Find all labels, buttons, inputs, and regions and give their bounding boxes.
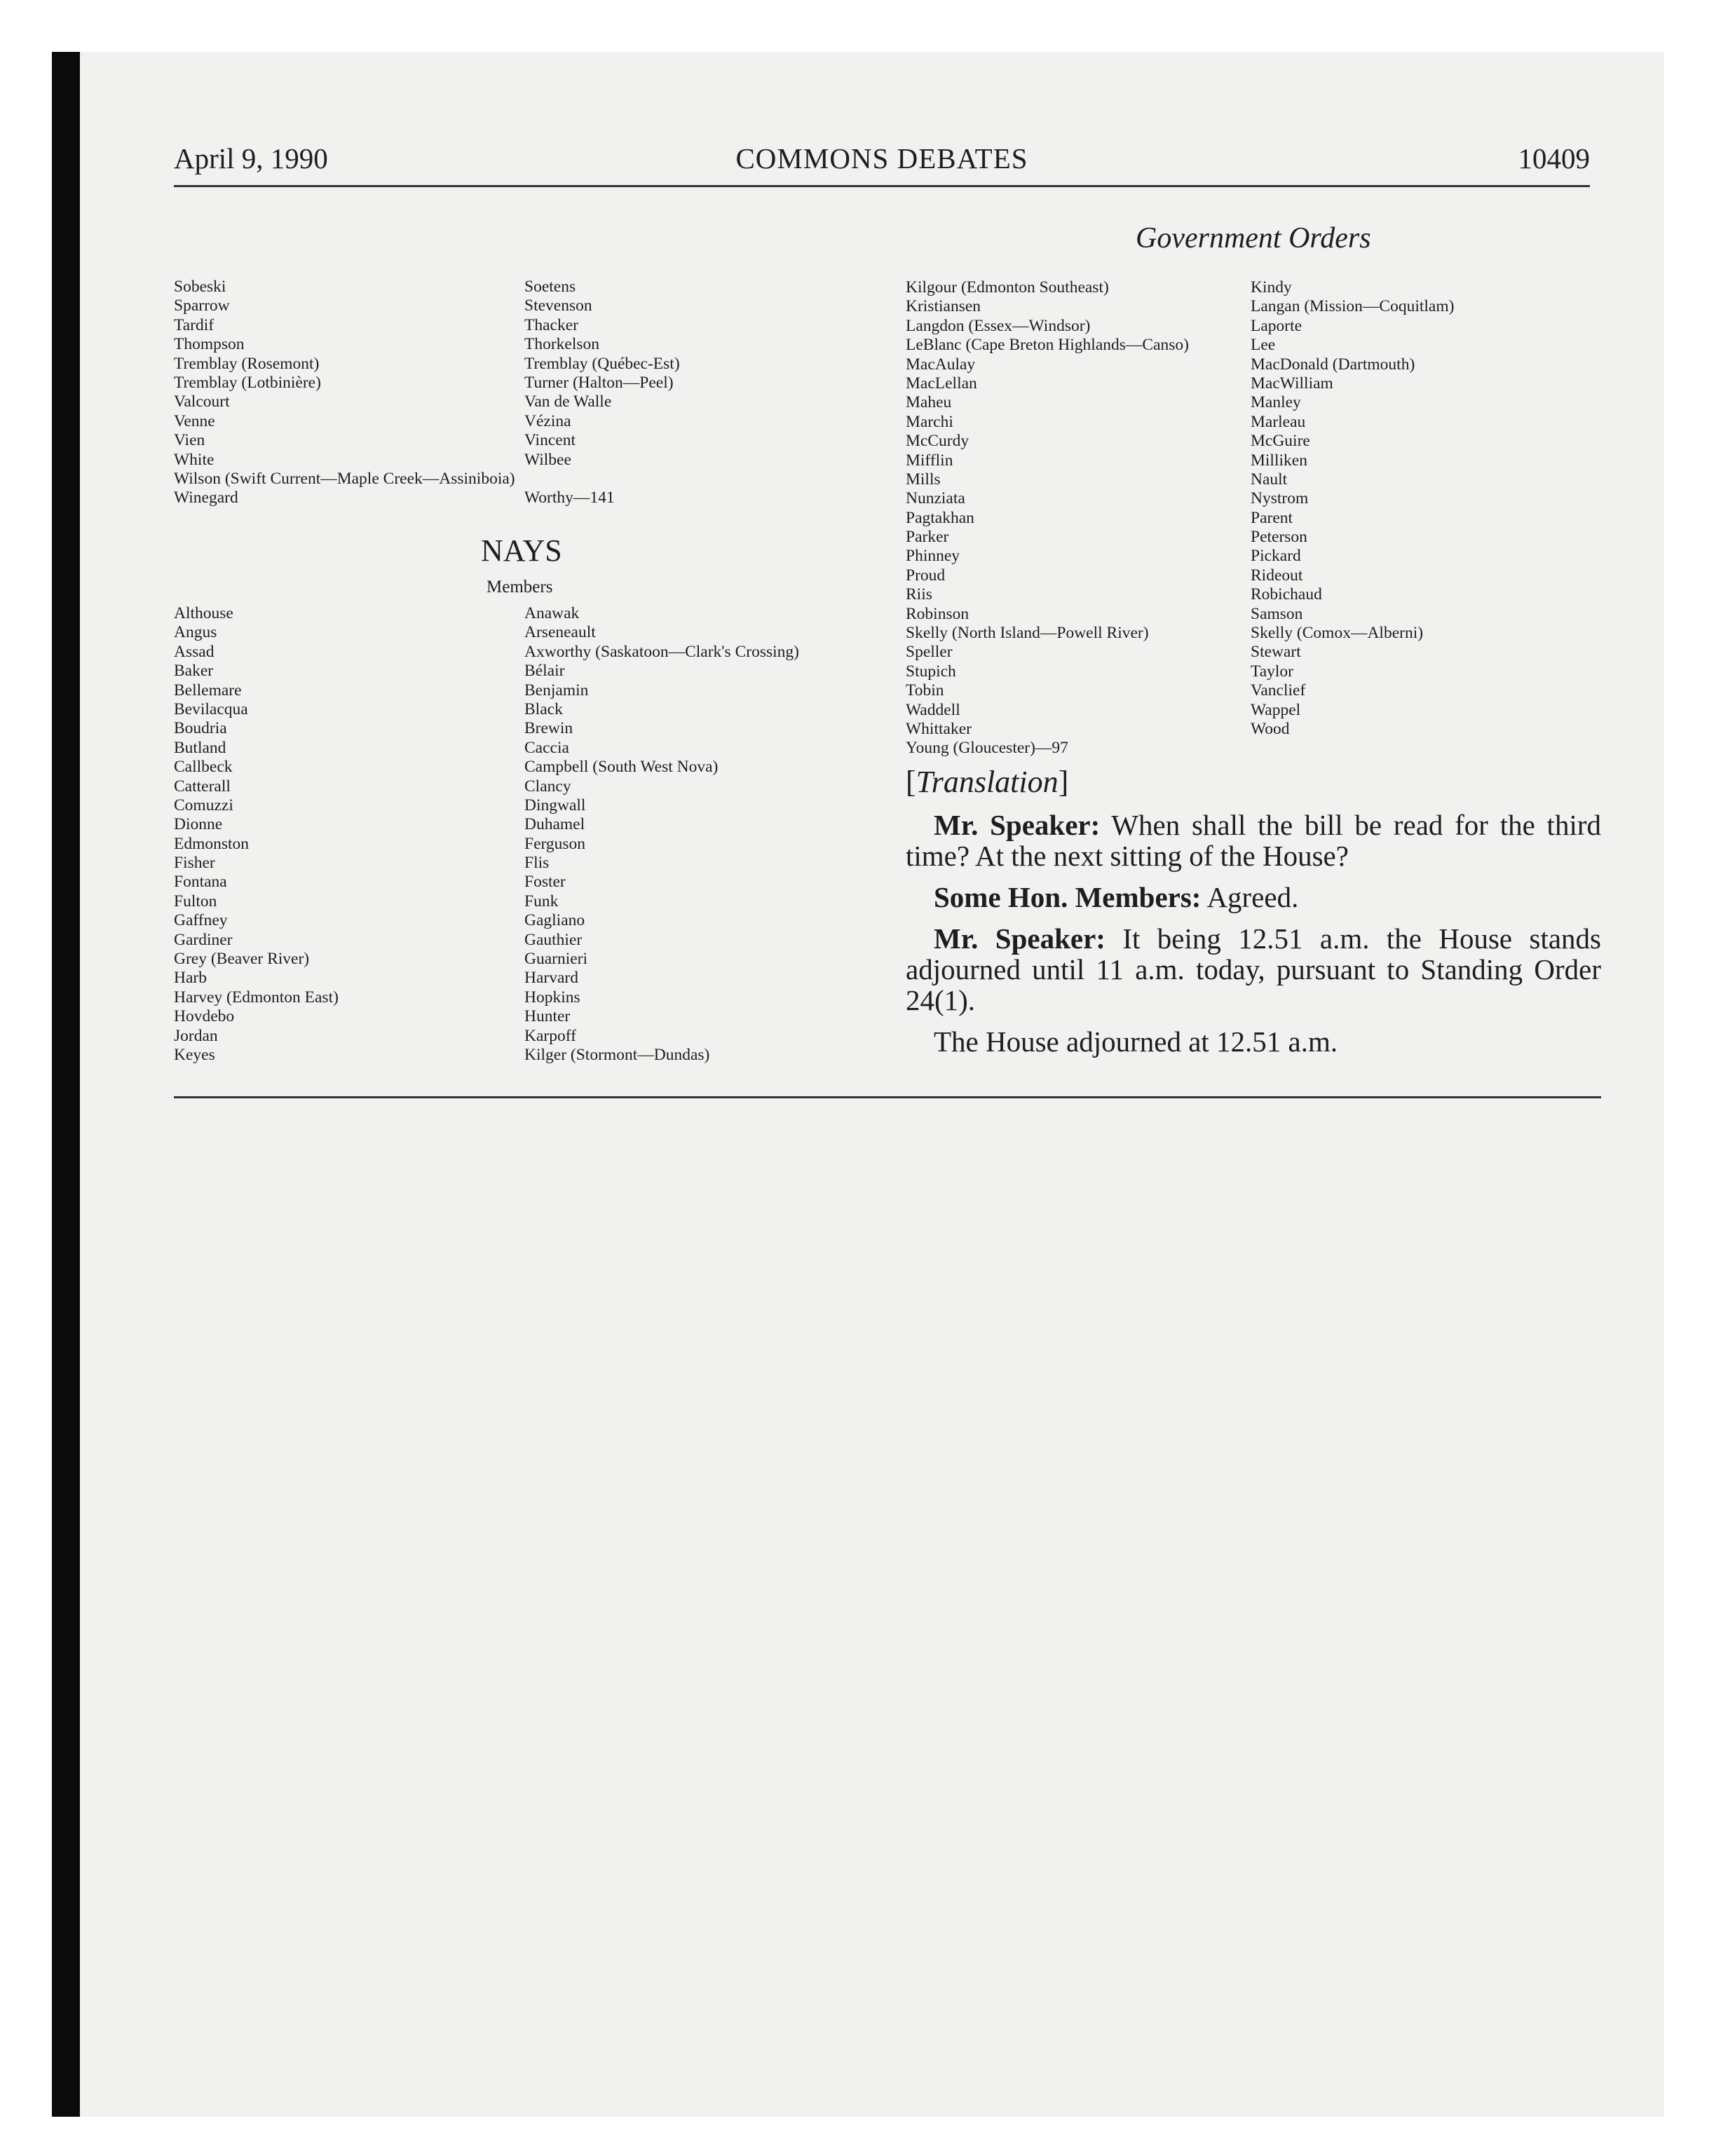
- member-name: Peterson: [1251, 528, 1307, 547]
- member-name: Hunter: [524, 1007, 571, 1026]
- member-name: Parker: [906, 528, 949, 547]
- member-name: Althouse: [174, 604, 233, 622]
- member-name: Arseneault: [524, 623, 596, 642]
- member-name: Kilger (Stormont—Dundas): [524, 1045, 710, 1064]
- member-name: Baker: [174, 662, 214, 681]
- member-name: Catterall: [174, 777, 231, 796]
- member-name: Harvey (Edmonton East): [174, 988, 339, 1007]
- member-name: McGuire: [1251, 432, 1310, 451]
- member-name: Anawak: [524, 604, 580, 622]
- nays-column-3: [906, 278, 1189, 758]
- member-name: Stevenson: [524, 296, 592, 315]
- member-name: Skelly (Comox—Alberni): [1251, 624, 1424, 643]
- translation-close-bracket: ]: [1058, 765, 1069, 799]
- member-name: Thacker: [524, 315, 578, 334]
- member-name: Winegard: [174, 489, 238, 507]
- speech-paragraph: [906, 810, 1601, 871]
- member-name: Langan (Mission—Coquitlam): [1251, 297, 1455, 316]
- member-name: MacLellan: [906, 374, 977, 393]
- member-name: Fontana: [174, 873, 227, 892]
- nays-column-1: [174, 604, 339, 1065]
- member-name: Nystrom: [1251, 489, 1309, 508]
- member-name: Wappel: [1251, 700, 1301, 719]
- member-name: Angus: [174, 623, 217, 642]
- speaker-name: Mr. Speaker:: [934, 922, 1105, 955]
- member-name: Thorkelson: [524, 335, 600, 354]
- publication-title: COMMONS DEBATES: [735, 142, 1028, 175]
- member-name: Valcourt: [174, 393, 230, 411]
- member-name: Soetens: [524, 278, 576, 296]
- member-name: Mifflin: [906, 451, 953, 470]
- nays-column-4: [1251, 278, 1454, 739]
- member-name: Tremblay (Lotbinière): [174, 373, 321, 392]
- member-name: Vézina: [524, 411, 571, 430]
- translation-label: Translation: [916, 765, 1059, 799]
- member-name: Van de Walle: [524, 393, 612, 411]
- speech-text: It being 12.51 a.m. the House stands adjourned until 11 a.m. today, pursuant to Standing Order 24(1).: [906, 922, 1601, 1016]
- page-number: 10409: [1518, 142, 1590, 175]
- member-name: Nunziata: [906, 489, 965, 508]
- member-name: MacWilliam: [1251, 374, 1333, 393]
- member-name: [524, 470, 680, 489]
- member-name: Whittaker: [906, 719, 972, 738]
- member-name: MacAulay: [906, 355, 976, 374]
- member-name: Boudria: [174, 719, 227, 738]
- yeas-column-1: [174, 278, 515, 508]
- member-name: Vien: [174, 431, 205, 450]
- member-name: Riis: [906, 585, 932, 604]
- speech-paragraph: [906, 923, 1601, 1016]
- member-name: Black: [524, 700, 563, 718]
- speech-paragraph: [906, 882, 1601, 913]
- member-name: Waddell: [906, 700, 960, 719]
- member-name: Taylor: [1251, 662, 1293, 681]
- member-name: Sobeski: [174, 278, 226, 296]
- member-name: Harb: [174, 969, 207, 988]
- member-name: Young (Gloucester)—97: [906, 739, 1068, 758]
- member-name: Milliken: [1251, 451, 1307, 470]
- member-name: Marchi: [906, 412, 953, 431]
- member-name: Manley: [1251, 393, 1301, 412]
- member-name: McCurdy: [906, 432, 969, 451]
- header-date: April 9, 1990: [174, 142, 328, 175]
- member-name: Rideout: [1251, 566, 1303, 585]
- member-name: Duhamel: [524, 815, 585, 834]
- member-name: Jordan: [174, 1026, 218, 1045]
- member-name: Speller: [906, 643, 953, 662]
- member-name: Skelly (North Island—Powell River): [906, 624, 1149, 643]
- member-name: Vincent: [524, 431, 576, 450]
- member-name: MacDonald (Dartmouth): [1251, 355, 1415, 374]
- speaker-name: Mr. Speaker:: [934, 809, 1101, 841]
- header-rule: [174, 185, 1590, 187]
- yeas-column-2: [524, 278, 680, 508]
- member-name: Foster: [524, 873, 566, 892]
- speech-text: Agreed.: [1201, 881, 1299, 913]
- member-name: Tobin: [906, 681, 944, 700]
- member-name: Maheu: [906, 393, 952, 412]
- member-name: Bellemare: [174, 681, 242, 700]
- member-name: Tremblay (Québec-Est): [524, 354, 680, 373]
- member-name: Marleau: [1251, 412, 1306, 431]
- member-name: Karpoff: [524, 1026, 576, 1045]
- member-name: Bevilacqua: [174, 700, 248, 718]
- member-name: Tardif: [174, 315, 215, 334]
- member-name: Benjamin: [524, 681, 589, 700]
- member-name: Thompson: [174, 335, 245, 354]
- member-name: Comuzzi: [174, 796, 233, 814]
- member-name: Grey (Beaver River): [174, 950, 310, 969]
- member-name: Samson: [1251, 604, 1303, 623]
- member-name: Caccia: [524, 738, 569, 757]
- member-name: Nault: [1251, 470, 1288, 489]
- member-name: Turner (Halton—Peel): [524, 373, 674, 392]
- member-name: LeBlanc (Cape Breton Highlands—Canso): [906, 336, 1189, 355]
- member-name: Wilson (Swift Current—Maple Creek—Assiniboia): [174, 469, 515, 488]
- member-name: Stupich: [906, 662, 956, 681]
- member-name: Langdon (Essex—Windsor): [906, 316, 1091, 335]
- member-name: Edmonston: [174, 834, 250, 853]
- member-name: Gaffney: [174, 911, 228, 930]
- member-name: Stewart: [1251, 643, 1301, 662]
- member-name: Gardiner: [174, 930, 233, 949]
- speech-text: When shall the bill be read for the third time? At the next sitting of the House?: [906, 809, 1601, 872]
- member-name: Ferguson: [524, 834, 586, 853]
- translation-marker: [906, 764, 1068, 800]
- member-name: Laporte: [1251, 316, 1302, 335]
- member-name: Flis: [524, 854, 550, 873]
- nays-heading: NAYS: [481, 533, 562, 568]
- member-name: Robichaud: [1251, 585, 1322, 604]
- member-name: Kindy: [1251, 278, 1292, 296]
- member-name: Fulton: [174, 892, 217, 910]
- member-name: Robinson: [906, 604, 969, 623]
- member-name: Venne: [174, 411, 215, 430]
- scan-edge-shadow: [52, 52, 80, 2117]
- speaker-name: Some Hon. Members:: [934, 881, 1202, 913]
- member-name: Callbeck: [174, 758, 233, 777]
- member-name: Bélair: [524, 662, 565, 681]
- member-name: Harvard: [524, 969, 578, 988]
- member-name: Pickard: [1251, 547, 1301, 566]
- member-name: Parent: [1251, 508, 1293, 527]
- member-name: Dionne: [174, 815, 223, 834]
- member-name: Campbell (South West Nova): [524, 758, 719, 777]
- member-name: Fisher: [174, 854, 215, 873]
- member-name: Lee: [1251, 336, 1276, 355]
- member-name: Proud: [906, 566, 946, 585]
- member-name: Kilgour (Edmonton Southeast): [906, 278, 1109, 296]
- member-name: Gauthier: [524, 930, 583, 949]
- section-title: Government Orders: [1136, 222, 1371, 254]
- member-name: Brewin: [524, 719, 573, 738]
- member-name: Assad: [174, 642, 215, 661]
- member-name: Guarnieri: [524, 950, 588, 969]
- adjournment-notice: The House adjourned at 12.51 a.m.: [934, 1025, 1338, 1058]
- proceedings-text: [906, 810, 1601, 1067]
- member-name: Mills: [906, 470, 941, 489]
- member-name: Pagtakhan: [906, 508, 974, 527]
- member-name: Sparrow: [174, 296, 230, 315]
- member-name: Worthy—141: [524, 489, 615, 507]
- members-subheading: Members: [487, 578, 553, 596]
- member-name: Dingwall: [524, 796, 586, 814]
- end-rule: [174, 1096, 1601, 1098]
- member-name: Kristiansen: [906, 297, 981, 316]
- member-name: Keyes: [174, 1045, 215, 1064]
- member-name: Hopkins: [524, 988, 580, 1007]
- member-name: Axworthy (Saskatoon—Clark's Crossing): [524, 642, 799, 661]
- member-name: Funk: [524, 892, 559, 910]
- member-name: Wood: [1251, 719, 1290, 738]
- nays-column-2: [524, 604, 799, 1065]
- member-name: Hovdebo: [174, 1007, 235, 1026]
- member-name: Phinney: [906, 547, 960, 566]
- member-name: Clancy: [524, 777, 571, 796]
- translation-open-bracket: [: [906, 765, 916, 799]
- member-name: Wilbee: [524, 450, 571, 469]
- member-name: White: [174, 450, 215, 469]
- page-header: [174, 142, 1590, 184]
- member-name: Butland: [174, 738, 226, 757]
- member-name: Vanclief: [1251, 681, 1306, 700]
- member-name: Gagliano: [524, 911, 585, 930]
- member-name: Tremblay (Rosemont): [174, 354, 320, 373]
